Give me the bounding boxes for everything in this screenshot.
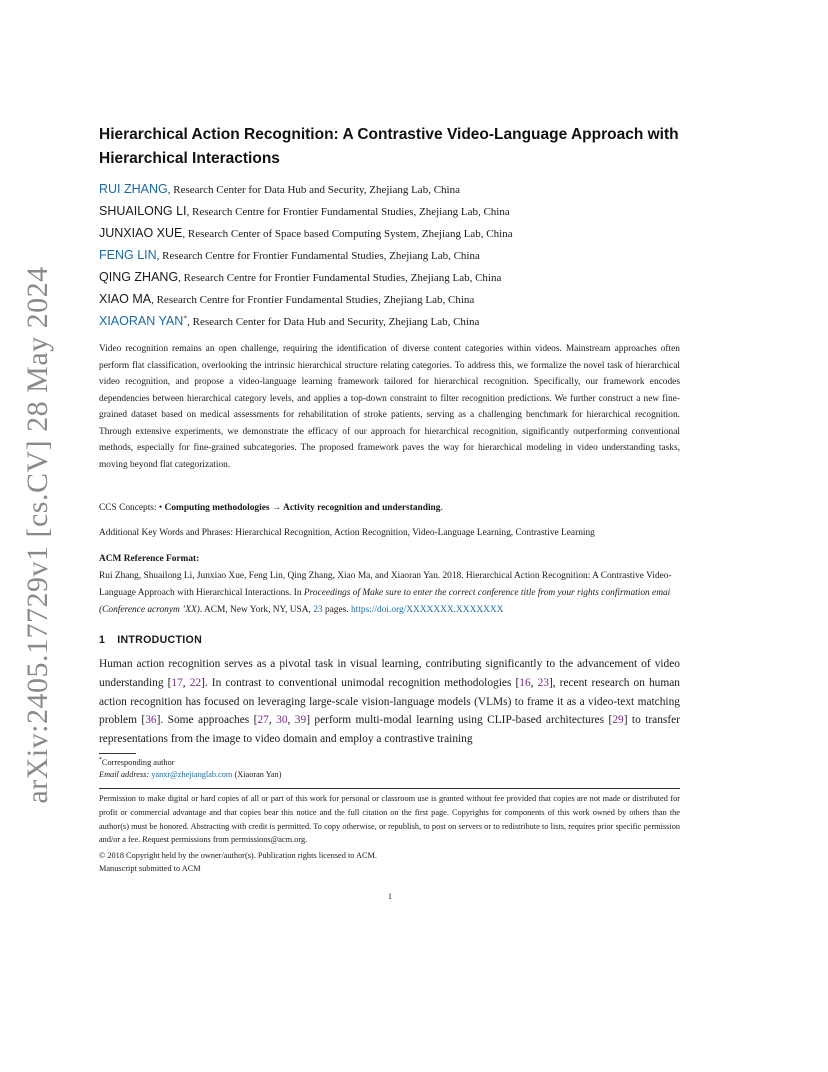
- footnote-mark: *: [99, 757, 102, 764]
- author-line: [99, 182, 460, 197]
- permission-notice: Permission to make digital or hard copies of all or part of this work for personal or classroom use is granted without fee provided that copies are not made or distributed for profit or commercial advantage and that copies bear this notice and the full citation on the first page. Copyrights for components of this work owned by others than the author(s) must be honored. Abstracting with credit is permitted. To copy otherwise, or republish, to post on servers or to redistribute to lists, requires prior specific permission and/or a fee. Request permissions from permissions@acm.org.: [99, 794, 680, 845]
- abstract: Video recognition remains an open challenge, requiring the identification of diverse content categories within videos. Mainstream approaches often perform flat classification, overlooking the intrinsic hierarchical structure relating categories. To address this, we formalize the novel task of hierarchical video recognition, and propose a video-language learning framework tailored for hierarchical recognition. Specifically, our framework encodes dependencies between hierarchical category levels, and applies a top-down constraint to filter recognition predictions. We further construct a new fine-grained dataset based on medical assessments for rehabilitation of stroke patients, serving as a challenging benchmark for hierarchical recognition. Through extensive experiments, we demonstrate the efficacy of our approach for hierarchical recognition, significantly outperforming conventional methods, especially for fine-grained subcategories. The proposed framework paves the way for hierarchical modeling in video understanding tasks, moving beyond flat categorization.: [99, 344, 680, 470]
- author-name: JUNXIAO XUE: [99, 226, 183, 240]
- author-line: [99, 248, 480, 263]
- email-owner: (Xiaoran Yan): [232, 770, 282, 779]
- citation-link[interactable]: 17: [171, 676, 183, 689]
- author-name: SHUAILONG LI: [99, 204, 187, 218]
- acm-reference: [99, 551, 689, 619]
- author-name[interactable]: RUI ZHANG: [99, 182, 168, 196]
- author-affiliation: , Research Centre for Frontier Fundamental Studies, Zhejiang Lab, China: [186, 206, 510, 218]
- author-name[interactable]: XIAORAN YAN: [99, 314, 184, 328]
- ccs-concept: Computing methodologies → Activity recognition and understanding: [164, 503, 441, 513]
- section-title: INTRODUCTION: [117, 634, 203, 646]
- intro-text: ] perform multi-modal learning using CLIP-based architectures [: [306, 714, 613, 727]
- doi-link[interactable]: https://doi.org/XXXXXXX.XXXXXXX: [350, 605, 504, 615]
- corresponding-mark: *: [183, 313, 188, 323]
- author-name: QING ZHANG: [99, 270, 179, 284]
- author-affiliation: , Research Center for Data Hub and Security, Zhejiang Lab, China: [187, 316, 480, 328]
- ccs-label: CCS Concepts:: [99, 503, 159, 513]
- author-line: [99, 314, 479, 329]
- intro-text: ], recent research on human action recognition has focused on leveraging large-scale vision-language models (VLMs) to frame it as a video-text matching problem [: [99, 676, 680, 727]
- ccs-end: .: [440, 503, 443, 513]
- intro-text: ,: [182, 676, 190, 689]
- author-line: [99, 270, 501, 285]
- citation-link[interactable]: 27: [257, 714, 269, 727]
- page-number: 1: [387, 892, 393, 901]
- author-affiliation: , Research Center of Space based Computing System, Zhejiang Lab, China: [182, 228, 513, 240]
- footnote-rule: [99, 753, 136, 754]
- intro-text: Human action recognition serves as a pivotal task in visual learning, contributing significantly to the advancement of video understanding [: [99, 658, 680, 689]
- citation-link[interactable]: 30: [276, 714, 288, 727]
- section-number: 1: [99, 634, 106, 646]
- introduction-paragraph: [99, 655, 680, 749]
- corresponding-label: Corresponding author: [101, 758, 175, 767]
- email-label: Email address:: [99, 770, 152, 779]
- citation-link[interactable]: 39: [294, 714, 307, 727]
- arxiv-identifier: arXiv:2405.17729v1 [cs.CV] 28 May 2024: [21, 266, 54, 804]
- email-line: [99, 769, 281, 781]
- author-affiliation: , Research Centre for Frontier Fundamental Studies, Zhejiang Lab, China: [151, 294, 475, 306]
- citation-link[interactable]: 23: [537, 676, 549, 689]
- author-affiliation: , Research Center for Data Hub and Security, Zhejiang Lab, China: [167, 184, 460, 196]
- footnote: [99, 757, 281, 781]
- author-line: [99, 204, 510, 219]
- section-heading: [99, 634, 202, 646]
- intro-text: ] to transfer representations from the image to video domain and employ a contrastive training: [99, 714, 680, 746]
- acm-ref-pages-link[interactable]: 23: [313, 605, 323, 615]
- citation-link[interactable]: 16: [519, 676, 531, 689]
- intro-text: ,: [530, 676, 538, 689]
- author-name: XIAO MA: [99, 292, 152, 306]
- acm-ref-authors: Rui Zhang, Shuailong Li, Junxiao Xue, Feng Lin, Qing Zhang, Xiao Ma, and Xiaoran Yan. 2018. Hierarchical Action Recognition: A Contrastive Video-Language Approach with Hierarchical Interactions. In: [99, 571, 672, 598]
- acm-reference-heading: ACM Reference Format:: [99, 554, 200, 564]
- acm-ref-pages-text: pages.: [322, 605, 351, 615]
- intro-text: ,: [287, 714, 295, 727]
- acm-reference-text: [99, 568, 689, 619]
- paper-title: Hierarchical Action Recognition: A Contrastive Video-Language Approach with Hierarchical Interactions: [99, 126, 679, 167]
- citation-link[interactable]: 22: [189, 676, 202, 689]
- manuscript-notice: Manuscript submitted to ACM: [99, 864, 201, 873]
- corresponding-note: [99, 757, 281, 769]
- author-name[interactable]: FENG LIN: [99, 248, 157, 262]
- intro-text: ,: [268, 714, 277, 727]
- acm-ref-venue: Proceedings of Make sure to enter the correct conference title from your rights confirmation emai (Conference acronym ’XX): [99, 588, 671, 615]
- intro-text: ]. Some approaches [: [156, 714, 258, 727]
- ccs-concepts: [99, 501, 443, 515]
- citation-link[interactable]: 36: [145, 714, 157, 727]
- intro-text: ]. In contrast to conventional unimodal recognition methodologies [: [201, 676, 520, 689]
- ccs-bullet: •: [158, 503, 165, 513]
- author-line: [99, 226, 513, 241]
- author-line: [99, 292, 474, 307]
- author-affiliation: , Research Centre for Frontier Fundamental Studies, Zhejiang Lab, China: [178, 272, 502, 284]
- citation-link[interactable]: 29: [612, 714, 624, 727]
- keywords: Additional Key Words and Phrases: Hierarchical Recognition, Action Recognition, Video-Language Learning, Contrastive Learning: [99, 528, 595, 538]
- email-link[interactable]: yanxr@zhejianglab.com: [151, 770, 233, 779]
- author-affiliation: , Research Centre for Frontier Fundamental Studies, Zhejiang Lab, China: [156, 250, 480, 262]
- copyright-notice: © 2018 Copyright held by the owner/author(s). Publication rights licensed to ACM.: [99, 851, 377, 860]
- permission-rule: [99, 788, 680, 789]
- acm-ref-publisher: . ACM, New York, NY, USA,: [199, 605, 314, 615]
